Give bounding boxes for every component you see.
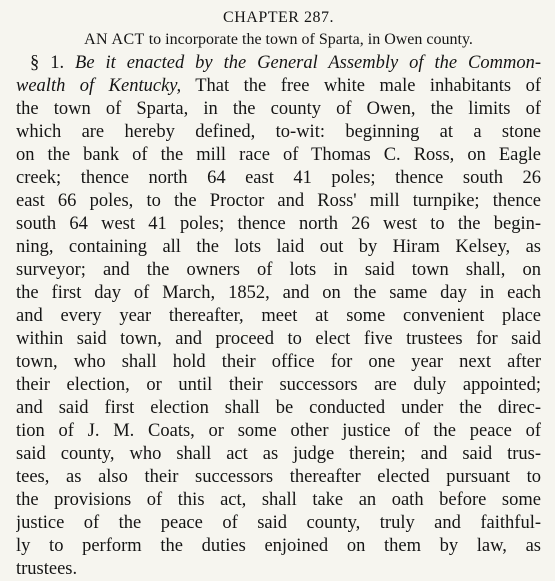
body-line: ly to perform the duties enjoined on them by law, as — [16, 536, 541, 556]
enacting-clause-cont: wealth of Kentucky, — [16, 76, 182, 96]
body-line: tion of J. M. Coats, or some other justice of the peace of — [16, 421, 541, 441]
act-title — [16, 30, 541, 50]
body-line: east 66 poles, to the Proctor and Ross' mill turnpike; thence — [16, 191, 541, 211]
body-line: justice of the peace of said county, truly and faithful- — [16, 513, 541, 533]
act-title-text: to incorporate the town of Sparta, in Owen county. — [148, 31, 473, 48]
body-line: surveyor; and the owners of lots in said town shall, on — [16, 260, 541, 280]
body-line: which are hereby defined, to-wit: beginning at a stone — [16, 122, 541, 142]
body-line: within said town, and proceed to elect five trustees for said — [16, 329, 541, 349]
body-line: ning, containing all the lots laid out by Hiram Kelsey, as — [16, 237, 541, 257]
body-line: said county, who shall act as judge therein; and said trus- — [16, 444, 541, 464]
body-line: creek; thence north 64 east 41 poles; thence south 26 — [16, 168, 541, 188]
body-line: and said first election shall be conducted under the direc- — [16, 398, 541, 418]
body-line: the town of Sparta, in the county of Owen, the limits of — [16, 99, 541, 119]
section-marker: § 1. — [30, 53, 65, 73]
body-line: and every year thereafter, meet at some convenient place — [16, 306, 541, 326]
body-line: tees, as also their successors thereafter elected pursuant to — [16, 467, 541, 487]
body-line-1 — [16, 52, 541, 75]
body-line-2 — [16, 75, 541, 98]
act-title-prefix: AN ACT — [84, 31, 145, 48]
body-line: the first day of March, 1852, and on the same day in each — [16, 283, 541, 303]
section-body — [16, 52, 541, 581]
chapter-heading: CHAPTER 287. — [223, 9, 334, 26]
body-line: south 64 west 41 poles; thence north 26 west to the begin- — [16, 214, 541, 234]
body-line: town, who shall hold their office for one year next after — [16, 352, 541, 372]
body-line: on the bank of the mill race of Thomas C. Ross, on Eagle — [16, 145, 541, 165]
body-line-2-text: That the free white male inhabitants of — [195, 76, 541, 96]
enacting-clause: Be it enacted by the General Assembly of the Common- — [75, 53, 541, 73]
body-line: their election, or until their successors are duly appointed; — [16, 375, 541, 395]
body-line-last: trustees. — [16, 559, 78, 579]
body-line: the provisions of this act, shall take an oath before some — [16, 490, 541, 510]
